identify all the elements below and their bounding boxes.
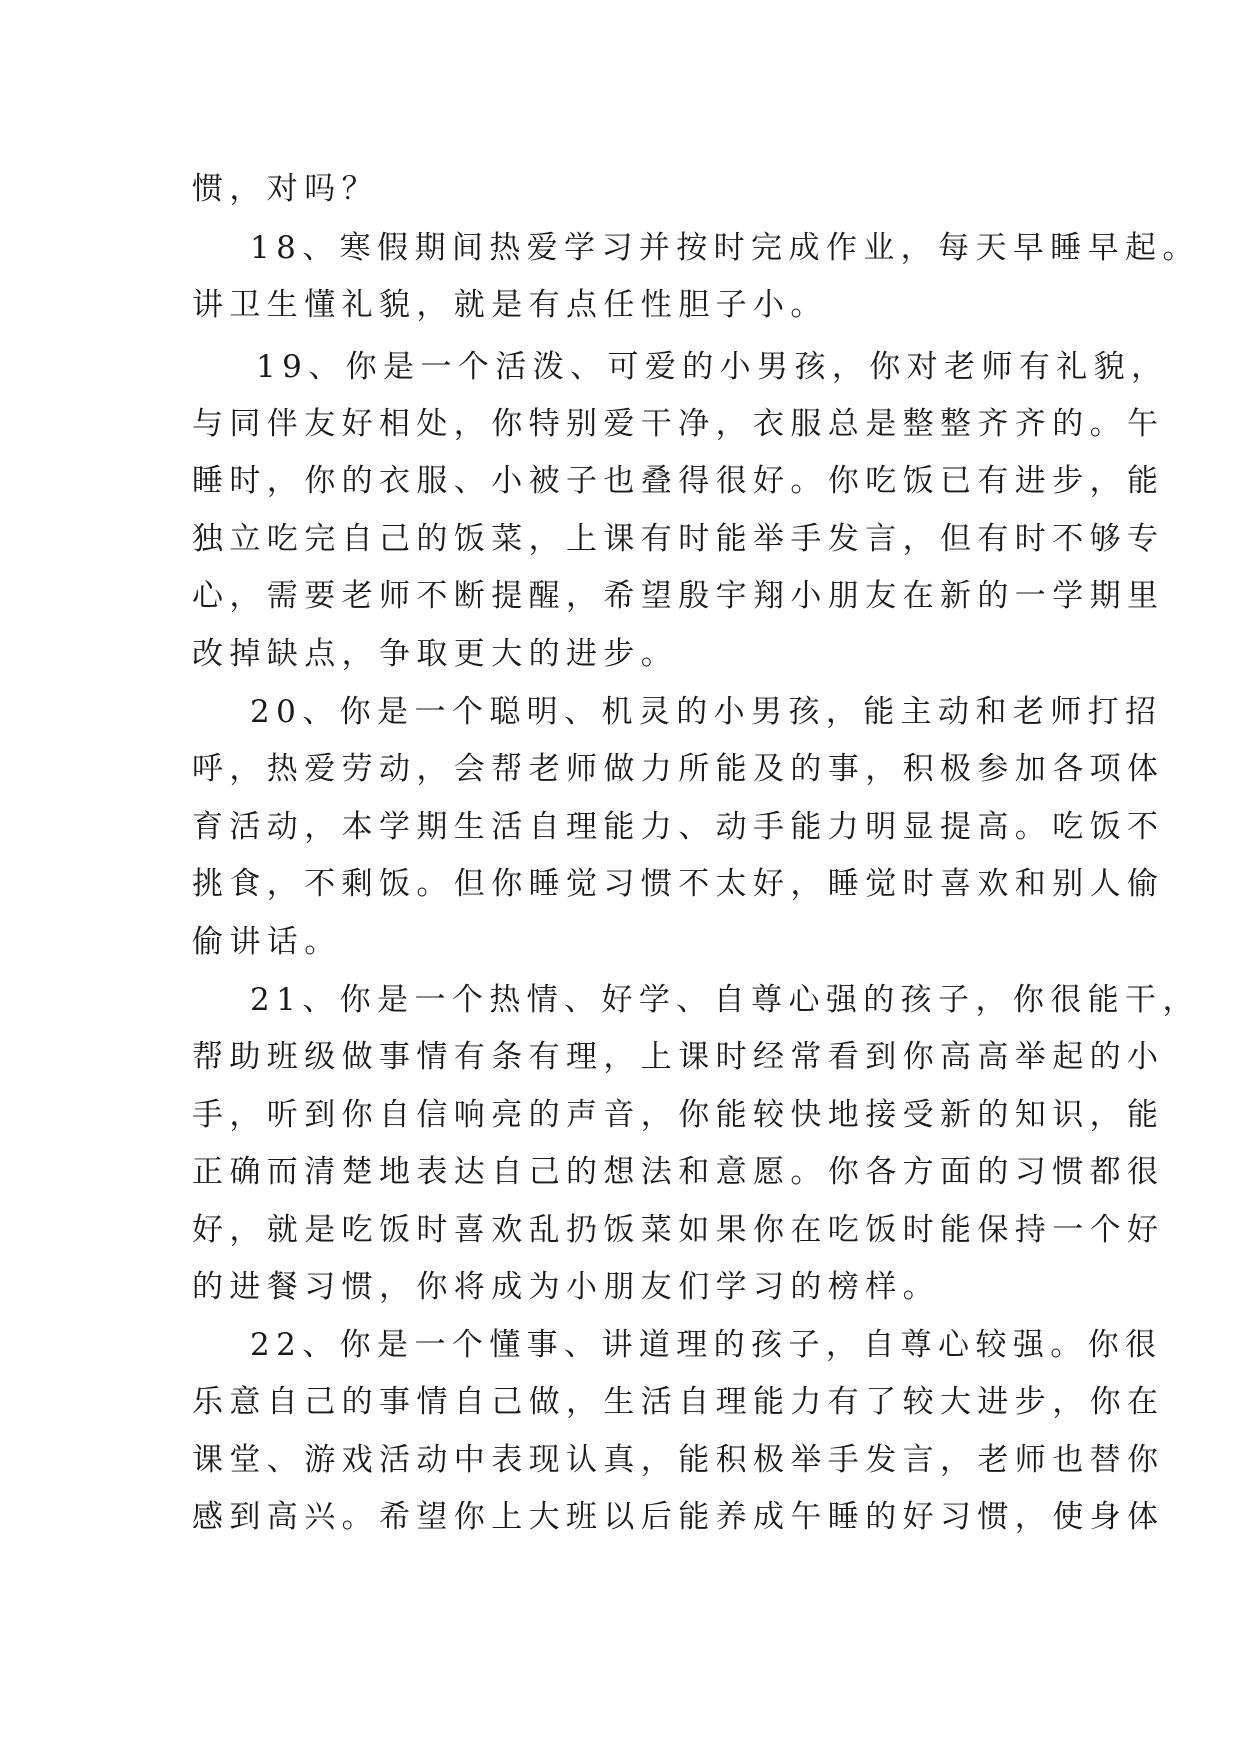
text-line: 惯，对吗？	[192, 171, 379, 207]
paragraph-19-line: 19、你是一个活泼、可爱的小男孩，你对老师有礼貌，	[256, 349, 1169, 385]
paragraph-21-line: 正确而清楚地表达自己的想法和意愿。你各方面的习惯都很	[192, 1154, 1165, 1190]
paragraph-22-line: 22、你是一个懂事、讲道理的孩子，自尊心较强。你很	[250, 1327, 1163, 1363]
paragraph-19-line: 与同伴友好相处，你特别爱干净，衣服总是整整齐齐的。午	[192, 406, 1165, 442]
paragraph-22-line: 感到高兴。希望你上大班以后能养成午睡的好习惯，使身体	[192, 1499, 1165, 1535]
paragraph-20-line: 挑食，不剩饭。但你睡觉习惯不太好，睡觉时喜欢和别人偷	[192, 866, 1165, 902]
paragraph-20-line: 育活动，本学期生活自理能力、动手能力明显提高。吃饭不	[192, 809, 1165, 845]
paragraph-21-line: 的进餐习惯，你将成为小朋友们学习的榜样。	[192, 1269, 940, 1305]
paragraph-19-line: 睡时，你的衣服、小被子也叠得很好。你吃饭已有进步，能	[192, 463, 1165, 499]
paragraph-18-line: 18、寒假期间热爱学习并按时完成作业，每天早睡早起。	[250, 230, 1200, 266]
paragraph-19-line: 改掉缺点，争取更大的进步。	[192, 636, 679, 672]
paragraph-18-line: 讲卫生懂礼貌，就是有点任性胆子小。	[192, 287, 828, 323]
paragraph-22-line: 乐意自己的事情自己做，生活自理能力有了较大进步，你在	[192, 1384, 1165, 1420]
paragraph-21-line: 帮助班级做事情有条有理，上课时经常看到你高高举起的小	[192, 1039, 1165, 1075]
paragraph-20-line: 呼，热爱劳动，会帮老师做力所能及的事，积极参加各项体	[192, 751, 1165, 787]
paragraph-19-line: 独立吃完自己的饭菜，上课有时能举手发言，但有时不够专	[192, 521, 1165, 557]
paragraph-20-line: 偷讲话。	[192, 924, 342, 960]
paragraph-21-line: 手，听到你自信响亮的声音，你能较快地接受新的知识，能	[192, 1097, 1165, 1133]
paragraph-21-line: 好，就是吃饭时喜欢乱扔饭菜如果你在吃饭时能保持一个好	[192, 1212, 1165, 1248]
paragraph-19-line: 心，需要老师不断提醒，希望殷宇翔小朋友在新的一学期里	[192, 578, 1165, 614]
paragraph-21-line: 21、你是一个热情、好学、自尊心强的孩子，你很能干，	[250, 982, 1200, 1018]
paragraph-22-line: 课堂、游戏活动中表现认真，能积极举手发言，老师也替你	[192, 1442, 1165, 1478]
paragraph-20-line: 20、你是一个聪明、机灵的小男孩，能主动和老师打招	[250, 694, 1163, 730]
